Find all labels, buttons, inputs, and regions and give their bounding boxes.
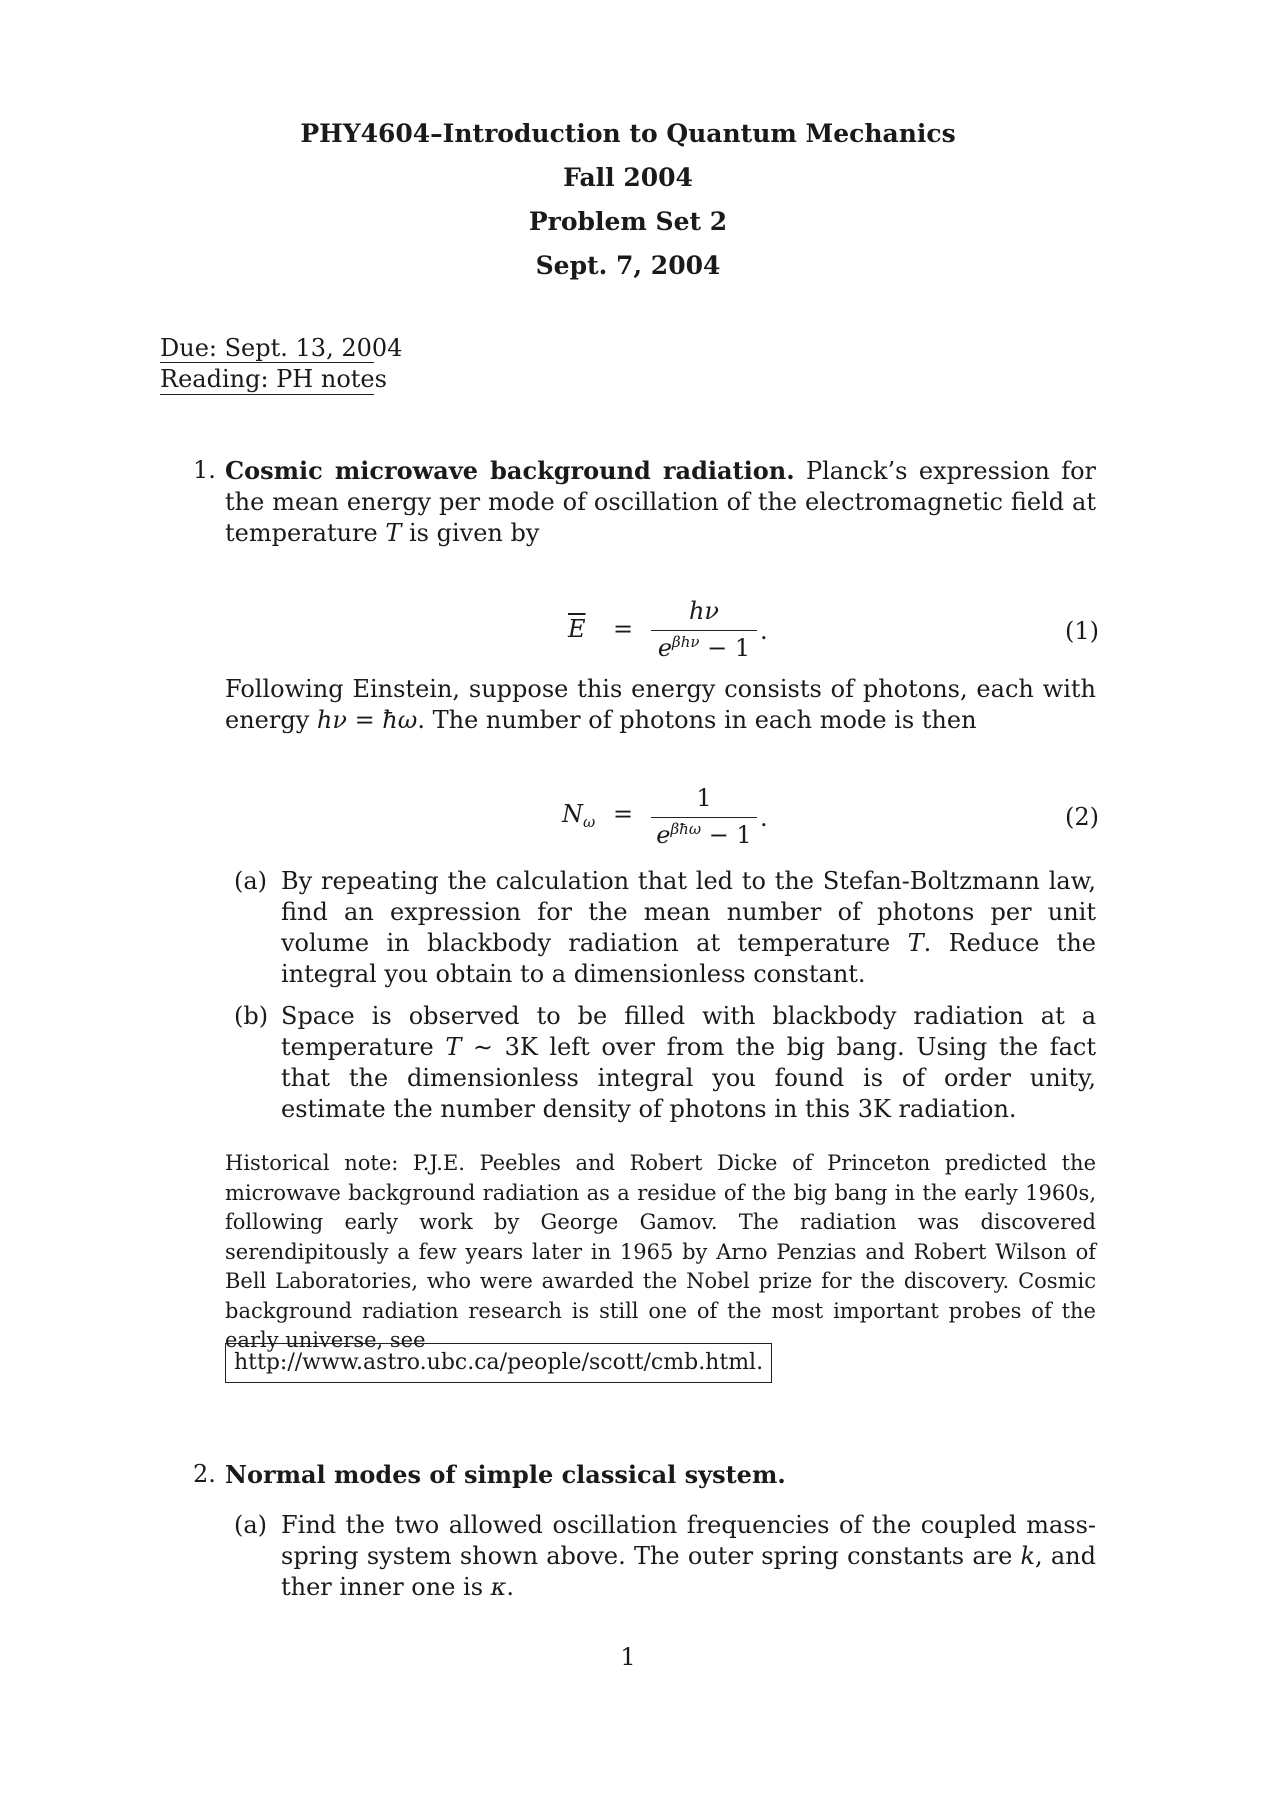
equation-1-period: .: [760, 617, 768, 645]
problem-set-title: Problem Set 2: [528, 207, 728, 236]
equation-1-equals: =: [613, 615, 634, 643]
equation-2-denominator: $e^{\beta ħ\omega} - 1$: [656, 820, 752, 849]
equation-2-lhs: $N_\omega$: [562, 800, 596, 831]
problem-1-follow-text: Following Einstein, suppose this energy consists of photons, each with energy hν = ħω. The number of photons in each mode is then: [225, 675, 1096, 734]
equation-1-lhs: $\overline{E}$: [568, 615, 586, 643]
problem-1-title: Cosmic microwave background radiation.: [225, 456, 795, 485]
equation-1-fraction-bar: [651, 630, 757, 631]
due-date: Due: Sept. 13, 2004: [160, 334, 403, 362]
problem-2a-label: (a): [234, 1511, 268, 1539]
problem-1-number: 1.: [193, 456, 216, 484]
historical-note: Historical note: P.J.E. Peebles and Robert Dicke of Princeton predicted the microwave background radiation as a residue of the big bang in the early 1960s, following early work by George Gamov. The radiation was discovered serendipitously a few years later in 1965 by Arno Penzias and Robert Wilson of Bell Laboratories, who were awarded the Nobel prize for the discovery. Cosmic background radiation research is still one of the most important probes of the early universe, see: [225, 1151, 1096, 1352]
equation-1-numerator: hν: [688, 597, 720, 625]
problem-1b-label: (b): [234, 1002, 269, 1030]
problem-1b-text: Space is observed to be filled with blackbody radiation at a temperature T ∼ 3K left over from the big bang. Using the fact that the dimensionless integral you found is of order unity, estimate the number density of photons in this 3K radiation.: [281, 1002, 1097, 1123]
equation-2-period: .: [760, 804, 768, 832]
equation-1-denominator: $e^{\beta h\nu} - 1$: [657, 633, 751, 662]
term: Fall 2004: [563, 163, 693, 192]
equation-2-numerator: 1: [696, 784, 712, 812]
page-number: 1: [620, 1643, 636, 1671]
reading-rule: [160, 394, 374, 395]
problem-2a-text: Find the two allowed oscillation frequencies of the coupled mass-spring system shown above. The outer spring constants are k, and ther inner one is κ.: [281, 1511, 1096, 1601]
reading-assignment: Reading: PH notes: [160, 365, 387, 393]
reference-url[interactable]: http://www.astro.ubc.ca/people/scott/cmb.html.: [225, 1343, 772, 1383]
problem-2-number: 2.: [193, 1460, 216, 1488]
due-rule: [160, 362, 374, 363]
equation-2-fraction-bar: [651, 817, 757, 818]
problem-1a-text: By repeating the calculation that led to the Stefan-Boltzmann law, find an expression for the mean number of photons per unit volume in blackbody radiation at temperature T. Reduce the integral you obtain to a dimensionless constant.: [281, 867, 1096, 988]
equation-2-equals: =: [613, 800, 634, 828]
course-title: PHY4604–Introduction to Quantum Mechanics: [300, 119, 956, 148]
problem-1a-label: (a): [234, 867, 268, 895]
equation-2-label: (2): [1065, 803, 1099, 831]
issue-date: Sept. 7, 2004: [535, 251, 721, 280]
problem-1-intro: Cosmic microwave background radiation. Planck’s expression for the mean energy per mode of oscillation of the electromagnetic field at temperature T is given by: [225, 456, 1096, 547]
equation-1-label: (1): [1065, 617, 1099, 645]
problem-2-title: Normal modes of simple classical system.: [225, 1460, 786, 1489]
